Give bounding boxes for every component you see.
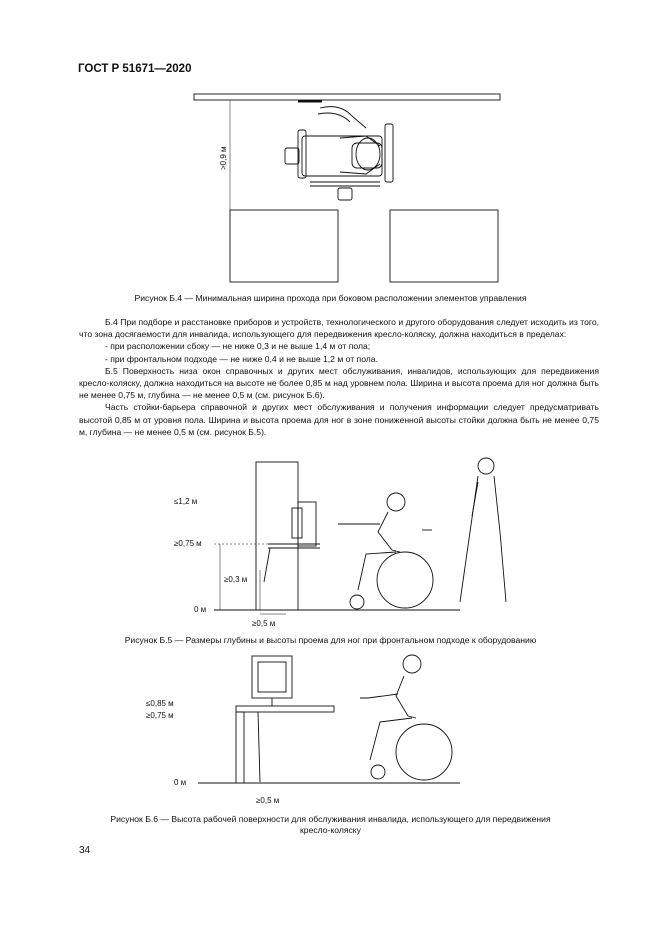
- wheelchair-topview-shape: [285, 107, 393, 200]
- paragraph-counter: Часть стойки-барьера справочной и других мест обслуживания и получения информации следует предусматривать высотой 0,85 м от уровня пола. Ширина и высота проема для ног в зоне пониженной высоты стойки должна быть не менее 0,75 м, глубина — не менее 0,5 м (см. рисунок Б.5).: [79, 402, 599, 437]
- label-height-max: ≤1,2 м: [174, 497, 198, 506]
- label-floor: 0 м: [174, 778, 187, 787]
- figure-b6-caption-line1: Рисунок Б.6 — Высота рабочей поверхности для обслуживания инвалида, использующего для передвижения: [110, 814, 551, 824]
- dimension-label: >0,9 м: [219, 146, 228, 170]
- label-floor: 0 м: [194, 605, 207, 614]
- figure-b4-drawing: [190, 88, 505, 293]
- label-surface-height: ≤0,85 м: [146, 699, 174, 708]
- label-knee-clearance: ≥0,3 м: [224, 575, 248, 584]
- figure-b6-drawing: [140, 648, 480, 806]
- counter-shape: [256, 462, 320, 610]
- figure-b4-caption: Рисунок Б.4 — Минимальная ширина прохода при боковом расположении элементов управления: [134, 293, 527, 303]
- figure-b5-drawing: [160, 452, 530, 632]
- document-header: ГОСТ Р 51671—2020: [78, 63, 192, 75]
- wheelchair-user-shape: [338, 493, 433, 609]
- body-text: [79, 316, 599, 438]
- figure-b5-caption: Рисунок Б.5 — Размеры глубины и высоты проема для ног при фронтальном подходе к оборудованию: [124, 635, 537, 645]
- label-knee-height: ≥0,75 м: [174, 539, 202, 548]
- equipment-box-right: [390, 210, 498, 282]
- paragraph-b4: Б.4 При подборе и расстановке приборов и устройств, технологического и другого оборудования следует исходить из того, что зона досягаемости для инвалида, использующего для передвижения кресло-коляску, должна находиться в пределах:: [79, 317, 599, 340]
- figure-b6-caption: [60, 814, 601, 836]
- figure-b6-caption-line2: кресло-коляску: [300, 825, 361, 835]
- label-knee-height: ≥0,75 м: [146, 711, 174, 720]
- desk-monitor-shape: [236, 656, 334, 783]
- label-depth: ≥0,5 м: [252, 619, 276, 628]
- paragraph-b5: Б.5 Поверхность низа окон справочных и других мест обслуживания, инвалидов, использующих для передвижения кресло-коляску, должна находиться на высоте не более 0,85 м над уровнем пола. Ширина и высота проема для ног должна быть не менее 0,75 м, глубина — не менее 0,5 м (см. рисунок Б.6).: [79, 365, 599, 401]
- standing-person-shape: [460, 458, 506, 602]
- wheelchair-user-shape: [360, 655, 452, 780]
- list-item-front: - при фронтальном подходе — не ниже 0,4 и не выше 1,2 м от пола.: [105, 353, 378, 364]
- wall-shape: [194, 94, 500, 100]
- equipment-box-left: [230, 210, 338, 282]
- control-panel-shape: [298, 100, 322, 103]
- label-depth: ≥0,5 м: [256, 796, 280, 805]
- page-number: 34: [79, 845, 91, 856]
- list-item-side: - при расположении сбоку — не ниже 0,3 и не выше 1,4 м от пола;: [105, 341, 371, 352]
